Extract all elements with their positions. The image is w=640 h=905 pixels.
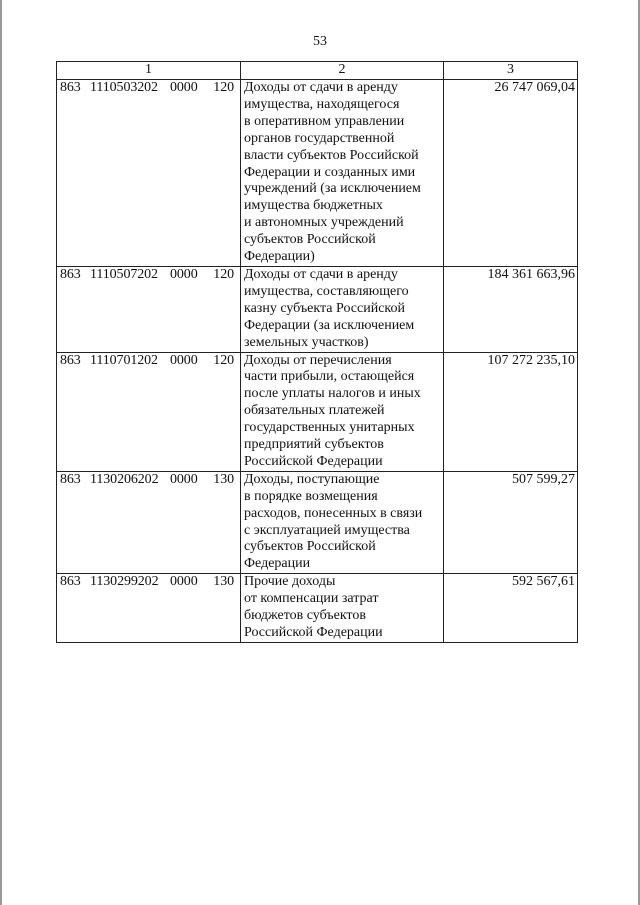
classification-code-cell	[57, 266, 241, 352]
classification-code-cell	[57, 352, 241, 471]
revenue-table	[56, 61, 578, 643]
income-name-cell: Доходы, поступающие в порядке возмещения расходов, понесенных в связи с эксплуатацией имущества субъектов Российской Федерации	[241, 471, 444, 573]
table-row	[57, 352, 578, 471]
classification-code-cell	[57, 574, 241, 643]
kosgu-code: 130	[213, 471, 234, 487]
income-name-cell: Доходы от сдачи в аренду имущества, находящегося в оперативном управлении органов государственной власти субъектов Российской Федерации и созданных ими учреждений (за исключением имущества бюджетных и автономных учреждений субъектов Российской Федерации)	[241, 80, 444, 267]
column-header-3: 3	[444, 62, 578, 80]
income-code: 1130299202	[90, 574, 159, 590]
subtype-code: 0000	[170, 471, 198, 487]
subtype-code: 0000	[170, 574, 198, 590]
kosgu-code: 120	[213, 352, 234, 368]
admin-code: 863	[60, 80, 81, 95]
page-number: 53	[313, 34, 327, 49]
admin-code: 863	[60, 574, 81, 590]
classification-code-cell	[57, 80, 241, 267]
subtype-code: 0000	[170, 352, 198, 368]
income-code: 1110503202	[90, 80, 158, 95]
amount-cell: 107 272 235,10	[444, 352, 578, 471]
column-header-2: 2	[241, 62, 444, 80]
kosgu-code: 120	[213, 266, 234, 282]
income-name-cell: Доходы от перечисления части прибыли, остающейся после уплаты налогов и иных обязательных платежей государственных унитарных предприятий субъектов Российской Федерации	[241, 352, 444, 471]
classification-code-cell	[57, 471, 241, 573]
admin-code: 863	[60, 471, 81, 487]
amount-cell: 507 599,27	[444, 471, 578, 573]
page-edge-left	[0, 0, 2, 905]
table-row	[57, 80, 578, 267]
admin-code: 863	[60, 352, 81, 368]
subtype-code: 0000	[170, 80, 198, 95]
income-code: 1110507202	[90, 266, 158, 282]
table-row	[57, 471, 578, 573]
column-header-1: 1	[57, 62, 241, 80]
kosgu-code: 120	[213, 80, 234, 95]
amount-cell: 26 747 069,04	[444, 80, 578, 267]
subtype-code: 0000	[170, 266, 198, 282]
income-code: 1130206202	[90, 471, 159, 487]
table-row	[57, 574, 578, 643]
amount-cell: 592 567,61	[444, 574, 578, 643]
table-row	[57, 266, 578, 352]
kosgu-code: 130	[213, 574, 234, 590]
amount-cell: 184 361 663,96	[444, 266, 578, 352]
income-code: 1110701202	[90, 352, 158, 368]
admin-code: 863	[60, 266, 81, 282]
table-header-row	[57, 62, 578, 80]
income-name-cell: Доходы от сдачи в аренду имущества, составляющего казну субъекта Российской Федерации (за исключением земельных участков)	[241, 266, 444, 352]
income-name-cell: Прочие доходы от компенсации затрат бюджетов субъектов Российской Федерации	[241, 574, 444, 643]
